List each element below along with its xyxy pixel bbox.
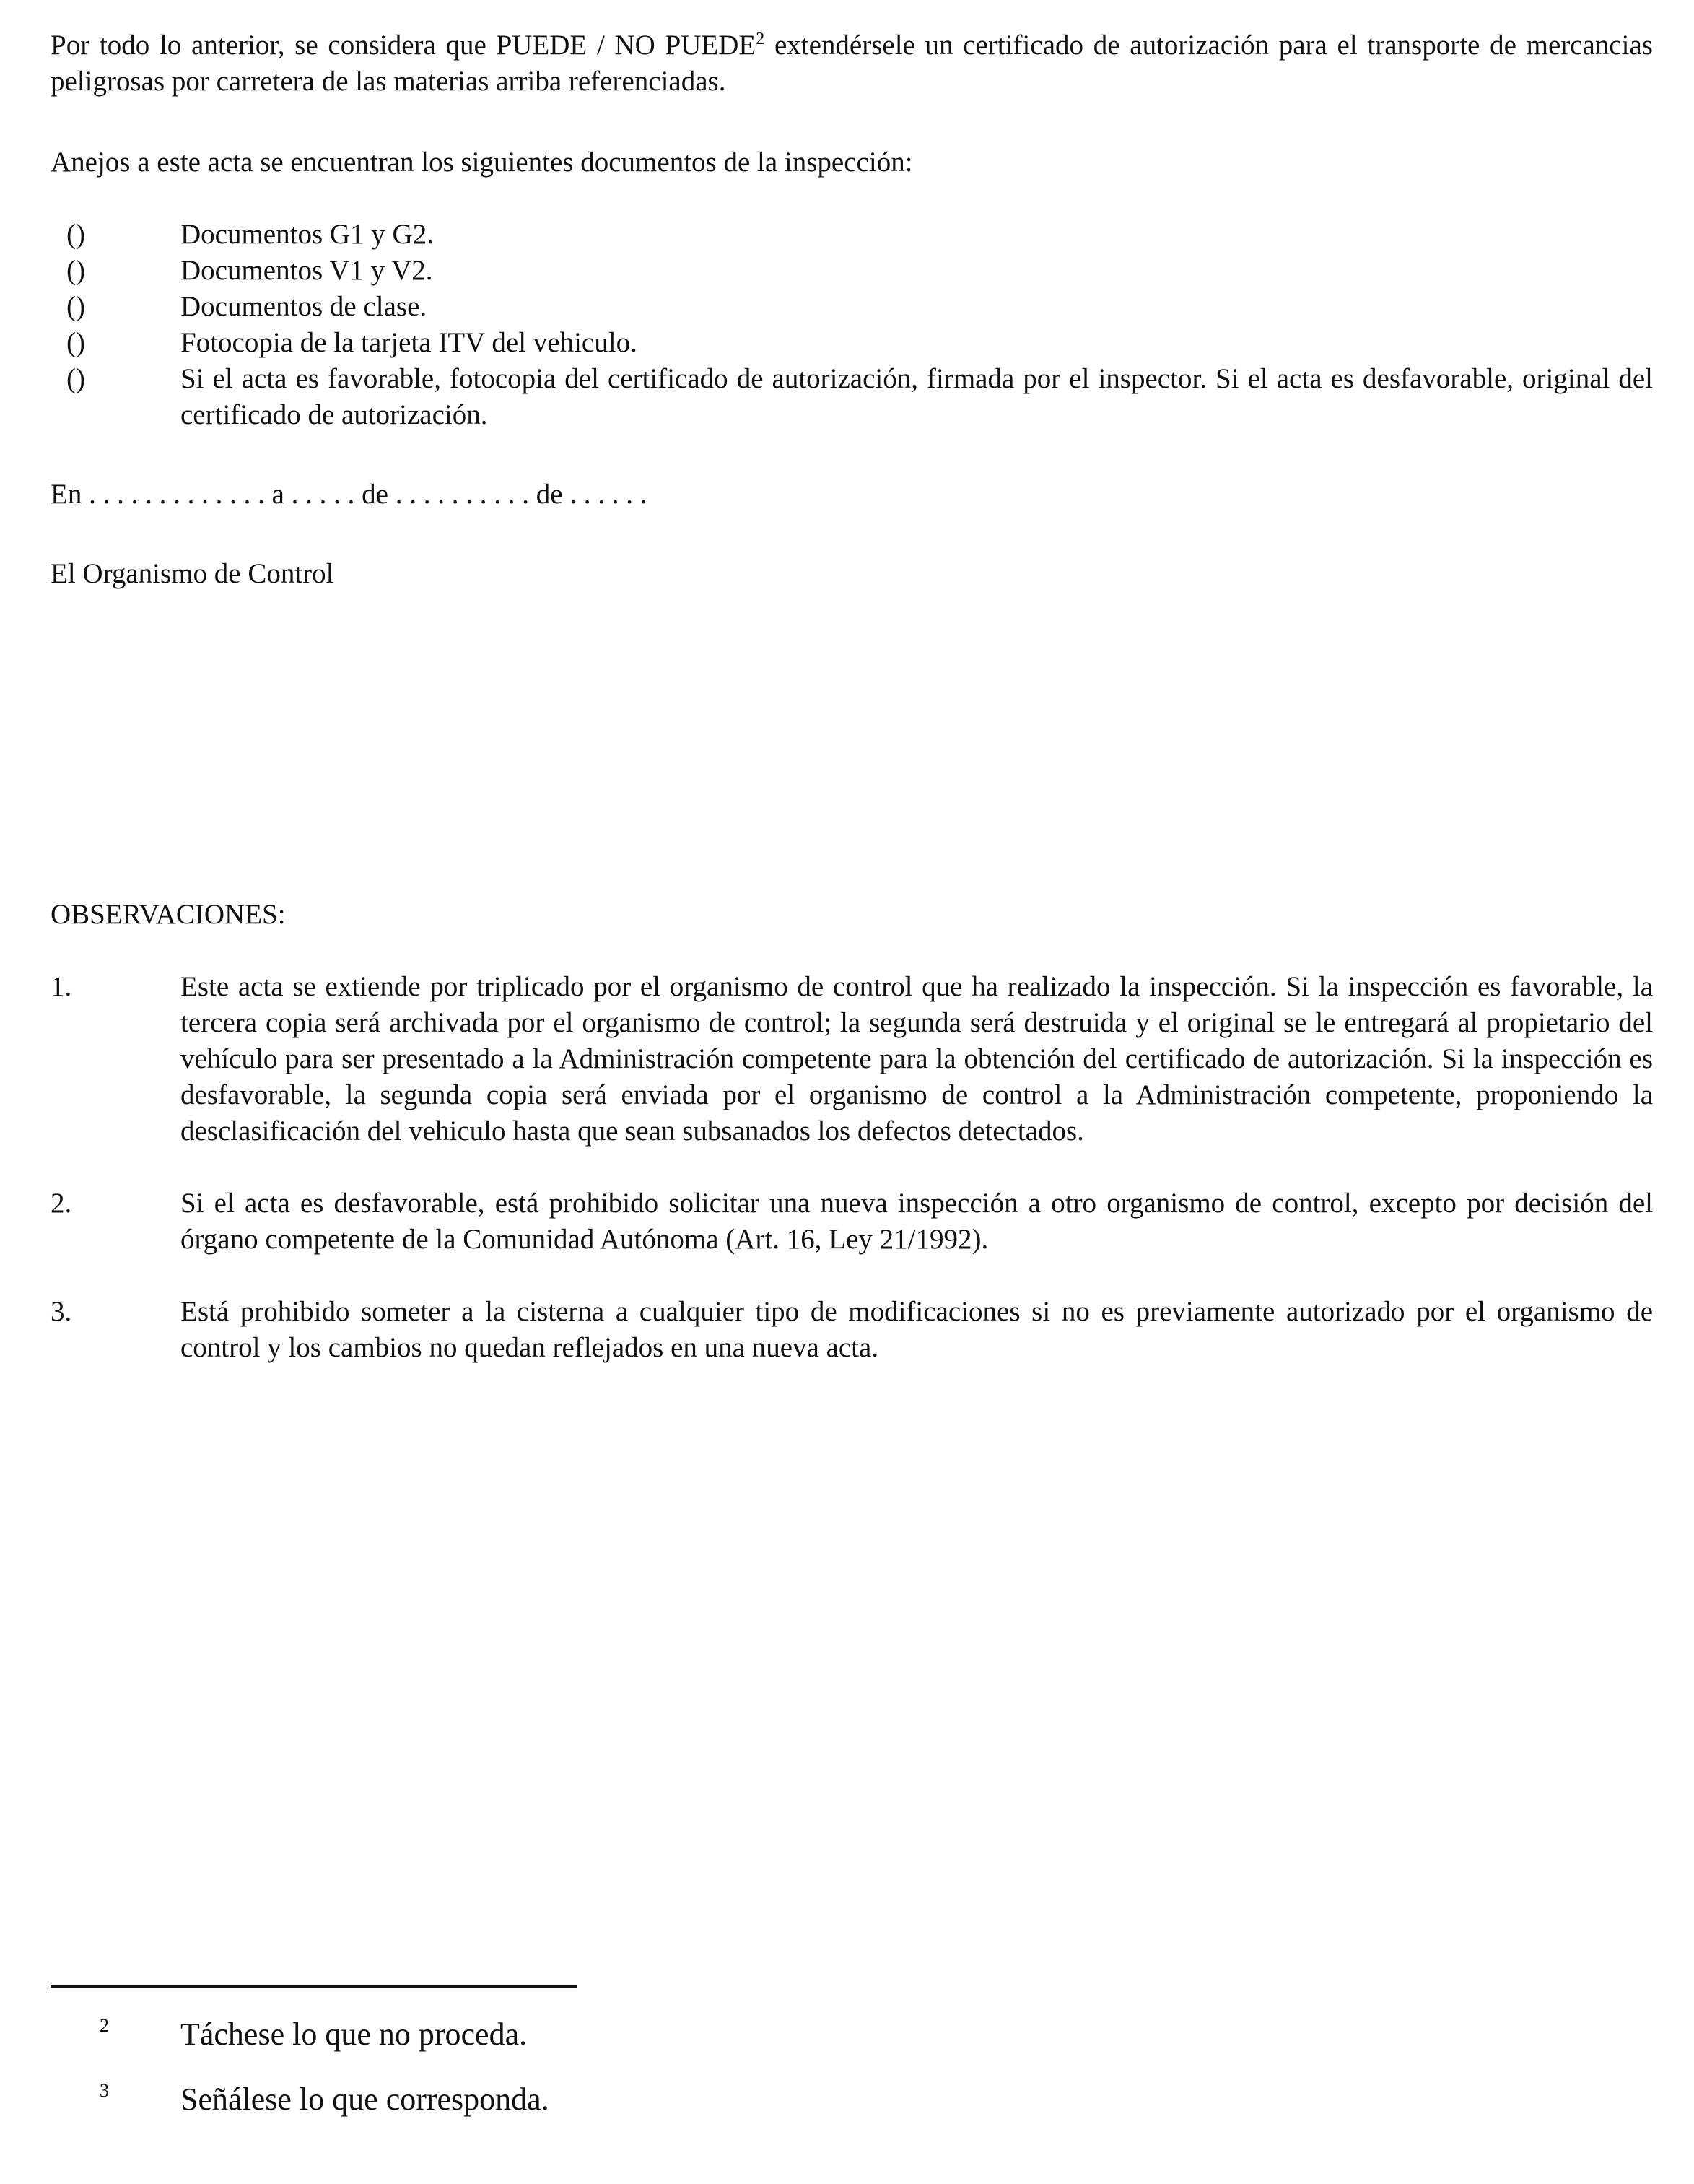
checkbox-placeholder: (): [66, 219, 85, 250]
date-place-line: En . . . . . . . . . . . . . a . . . . . de . . . . . . . . . . de . . . . . .: [51, 479, 647, 510]
footnote-reference-2: 2: [756, 30, 765, 48]
observation-item: [51, 1185, 1653, 1258]
intro-text-before: Por todo lo anterior, se considera que PUEDE / NO PUEDE: [51, 30, 756, 61]
checklist-item-label: Documentos de clase.: [180, 291, 427, 322]
checkbox-placeholder: (): [66, 327, 85, 358]
footnote-text: Señálese lo que corresponda.: [180, 2081, 549, 2117]
checklist-item: [51, 217, 1653, 253]
checklist-item: [51, 361, 1653, 433]
checkbox-placeholder: (): [66, 291, 85, 322]
intro-text-after: extendérsele un certificado de autorización para el transporte de mercancias peligrosas por carretera de las materias arriba referenciadas.: [51, 30, 1653, 97]
footnote-mark: 3: [100, 2080, 109, 2101]
checkbox-placeholder: (): [66, 363, 85, 394]
checklist-item-label: Si el acta es favorable, fotocopia del certificado de autorización, firmada por el inspector. Si el acta es desfavorable, original del certificado de autorización.: [180, 363, 1653, 430]
checkbox-placeholder: (): [66, 255, 85, 286]
checklist-item-label: Fotocopia de la tarjeta ITV del vehiculo.: [180, 327, 637, 358]
footnote-separator: [51, 1985, 577, 1988]
annex-checklist: [51, 217, 1653, 433]
observations-list: [51, 969, 1653, 1402]
checklist-item-label: Documentos G1 y G2.: [180, 219, 434, 250]
signer-label: El Organismo de Control: [51, 558, 334, 589]
observation-number: 2.: [51, 1188, 72, 1219]
observation-item: [51, 969, 1653, 1149]
observations-title: OBSERVACIONES:: [51, 899, 286, 930]
annex-intro-paragraph: Anejos a este acta se encuentran los siguientes documentos de la inspección:: [51, 147, 913, 178]
footnote-mark: 2: [100, 2015, 109, 2036]
checklist-item: [51, 325, 1653, 361]
observation-number: 1.: [51, 971, 72, 1002]
checklist-item-label: Documentos V1 y V2.: [180, 255, 433, 286]
checklist-item: [51, 253, 1653, 289]
observation-number: 3.: [51, 1296, 72, 1327]
footnote-text: Táchese lo que no proceda.: [180, 2016, 528, 2052]
checklist-item: [51, 289, 1653, 325]
observation-text: Este acta se extiende por triplicado por el organismo de control que ha realizado la inspección. Si la inspección es favorable, la tercera copia será archivada por el organismo de control; la segunda será destruida y el original se le entregará al propietario del vehículo para ser presentado a la Administración competente para la obtención del certificado de autorización. Si la inspección es desfavorable, la segunda copia será enviada por el organismo de control a la Administración competente, proponiendo la desclasificación del vehiculo hasta que sean subsanados los defectos detectados.: [180, 971, 1653, 1147]
intro-paragraph: [51, 27, 1653, 100]
observation-text: Si el acta es desfavorable, está prohibido solicitar una nueva inspección a otro organismo de control, excepto por decisión del órgano competente de la Comunidad Autónoma (Art. 16, Ley 21/1992).: [180, 1188, 1653, 1255]
observation-item: [51, 1294, 1653, 1366]
observation-text: Está prohibido someter a la cisterna a cualquier tipo de modificaciones si no es previamente autorizado por el organismo de control y los cambios no quedan reflejados en una nueva acta.: [180, 1296, 1653, 1363]
